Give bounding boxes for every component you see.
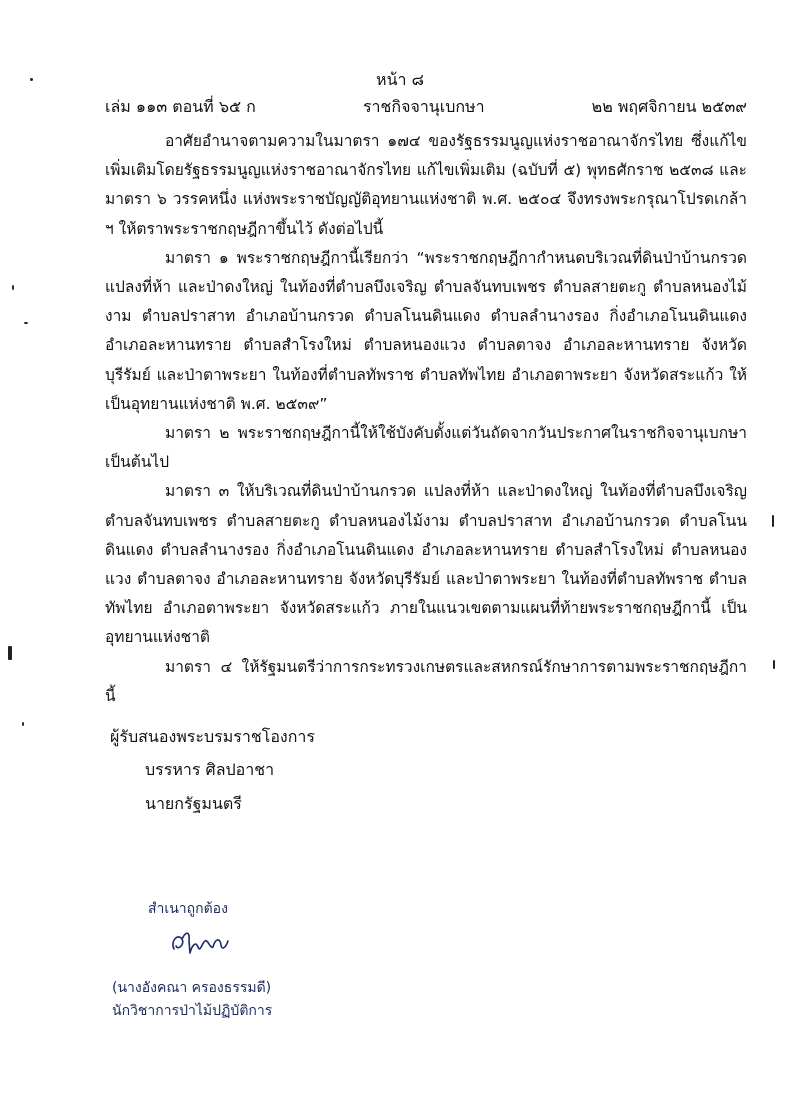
decree-body xyxy=(105,127,747,711)
handwritten-signature xyxy=(168,927,238,963)
scan-speck xyxy=(24,322,28,324)
gazette-header xyxy=(105,95,747,120)
page-number: หน้า ๘ xyxy=(376,70,424,89)
certifier-name: (นางอังคณา ครองธรรมดี) xyxy=(112,980,272,996)
scan-speck xyxy=(12,285,14,290)
section-1-paragraph: มาตรา ๑ พระราชกฤษฎีกานี้เรียกว่า “พระราชกฤษฎีกากำหนดบริเวณที่ดินป่าบ้านกรวด แปลงที่ห้า และป่าดงใหญ่ ในท้องที่ตำบลบึงเจริญ ตำบลจันทบเพชร ตำบลสายตะกู ตำบลหนองไม้งาม ตำบลปราสาท อำเภอบ้านกรวด ตำบลโนนดินแดง ตำบลลำนางรอง กิ่งอำเภอโนนดินแดง อำเภอละหานทราย ตำบลสำโรงใหม่ ตำบลหนองแวง ตำบลตาจง อำเภอละหานทราย จังหวัดบุรีรัมย์ และป่าตาพระยา ในท้องที่ตำบลทัพราช ตำบลทัพไทย อำเภอตาพระยา จังหวัดสระแก้ว ให้เป็นอุทยานแห่งชาติ พ.ศ. ๒๕๓๙” xyxy=(105,248,747,413)
publication-date: ๒๒ พฤศจิกายน ๒๕๓๙ xyxy=(591,97,747,116)
preamble-paragraph: อาศัยอำนาจตามความในมาตรา ๑๗๔ ของรัฐธรรมนูญแห่งราชอาณาจักรไทย ซึ่งแก้ไขเพิ่มเติมโดยรัฐธรรมนูญแห่งราชอาณาจักรไทย แก้ไขเพิ่มเติม (ฉบับที่ ๕) พุทธศักราช ๒๕๓๘ และมาตรา ๖ วรรคหนึ่ง แห่งพระราชบัญญัติอุทยานแห่งชาติ พ.ศ. ๒๕๐๔ จึงทรงพระกรุณาโปรดเกล้า ฯ ให้ตราพระราชกฤษฎีกาขึ้นไว้ ดังต่อไปนี้ xyxy=(105,132,747,238)
section-4-paragraph: มาตรา ๔ ให้รัฐมนตรีว่าการกระทรวงเกษตรและสหกรณ์รักษาการตามพระราชกฤษฎีกานี้ xyxy=(105,657,747,705)
publication-name: ราชกิจจานุเบกษา xyxy=(362,97,485,116)
section-3-paragraph: มาตรา ๓ ให้บริเวณที่ดินป่าบ้านกรวด แปลงที่ห้า และป่าดงใหญ่ ในท้องที่ตำบลบึงเจริญ ตำบลจันทบเพชร ตำบลสายตะกู ตำบลหนองไม้งาม ตำบลปราสาท อำเภอบ้านกรวด ตำบลโนนดินแดง ตำบลลำนางรอง กิ่งอำเภอโนนดินแดง อำเภอละหานทราย ตำบลสำโรงใหม่ ตำบลหนองแวง ตำบลตาจง อำเภอละหานทราย จังหวัดบุรีรัมย์ และป่าตาพระยา ในท้องที่ตำบลทัพราช ตำบลทัพไทย อำเภอตาพระยา จังหวัดสระแก้ว ภายในแนวเขตตามแผนที่ท้ายพระราชกฤษฎีกานี้ เป็นอุทยานแห่งชาติ xyxy=(105,482,747,647)
certifier-position: นักวิชาการป่าไม้ปฏิบัติการ xyxy=(112,1003,273,1019)
countersign-title: ผู้รับสนองพระบรมราชโองการ xyxy=(110,727,315,746)
scan-speck xyxy=(8,646,12,660)
scan-speck xyxy=(772,515,774,527)
signatory-name: บรรหาร ศิลปอาชา xyxy=(145,760,275,779)
volume-info: เล่ม ๑๑๓ ตอนที่ ๖๕ ก xyxy=(105,97,256,116)
scan-speck xyxy=(22,722,24,726)
scan-speck xyxy=(773,660,775,669)
scan-speck xyxy=(30,78,33,81)
signatory-position: นายกรัฐมนตรี xyxy=(145,794,242,813)
section-2-paragraph: มาตรา ๒ พระราชกฤษฎีกานี้ให้ใช้บังคับตั้งแต่วันถัดจากวันประกาศในราชกิจจานุเบกษาเป็นต้นไป xyxy=(105,424,747,472)
certified-copy-label: สำเนาถูกต้อง xyxy=(148,901,228,917)
